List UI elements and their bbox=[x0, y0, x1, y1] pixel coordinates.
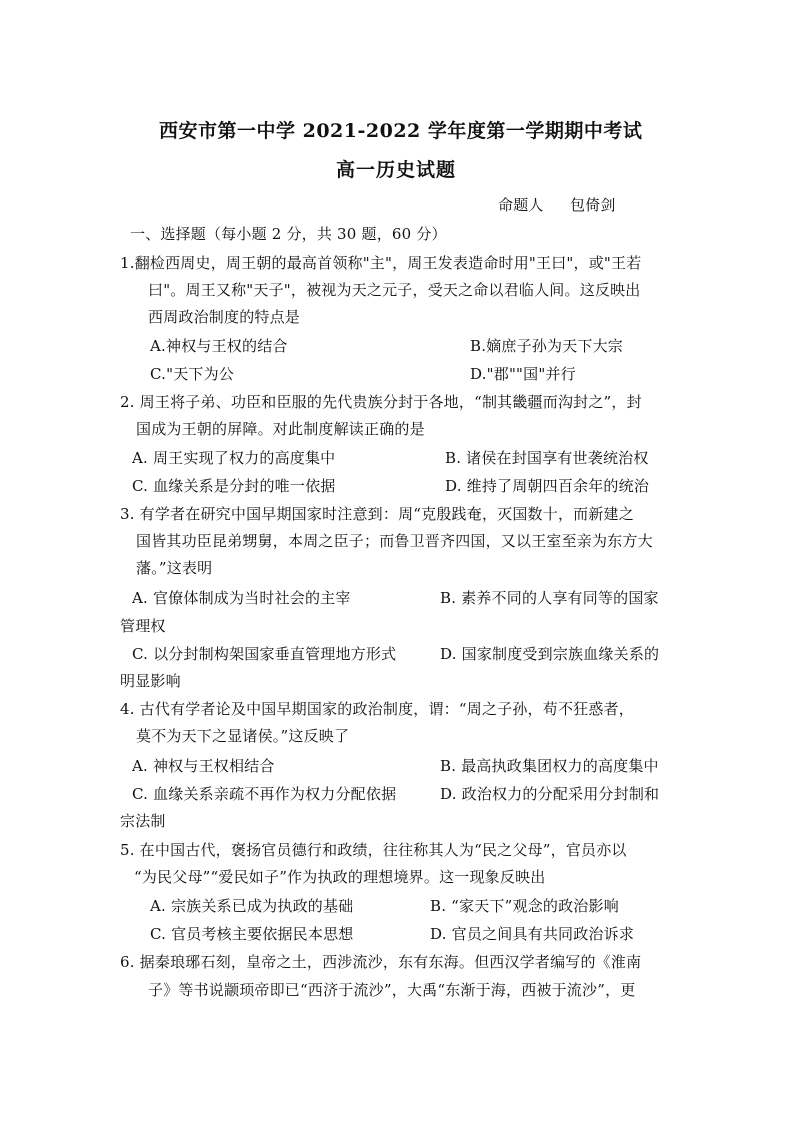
option-c: C. 血缘关系亲疏不再作为权力分配依据 bbox=[132, 785, 397, 803]
exam-title: 西安市第一中学 2021-2022 学年度第一学期期中考试 bbox=[159, 120, 643, 142]
option-b: B. 诸侯在封国享有世袭统治权 bbox=[445, 449, 649, 467]
question-stem-line: 国皆其功臣昆弟甥舅，本周之臣子；而鲁卫晋齐四国，又以王室至亲为东方大 bbox=[136, 532, 653, 550]
option-d: D. 国家制度受到宗族血缘关系的 bbox=[440, 645, 660, 663]
option-b: B. “家天下”观念的政治影响 bbox=[430, 897, 619, 915]
question-stem-line: 国成为王朝的屏障。对此制度解读正确的是 bbox=[136, 420, 425, 438]
question-stem-line: 莫不为天下之显诸侯。”这反映了 bbox=[136, 727, 350, 745]
option-a: A.神权与王权的结合 bbox=[150, 337, 288, 355]
option-c: C."天下为公 bbox=[150, 365, 235, 383]
question-stem-line: 2. 周王将子弟、功臣和臣服的先代贵族分封于各地，“制其畿疆而沟封之”，封 bbox=[120, 393, 642, 411]
option-b-continued: 管理权 bbox=[120, 617, 166, 635]
author-name: 包倚剑 bbox=[570, 196, 616, 214]
option-d: D. 政治权力的分配采用分封制和 bbox=[440, 785, 660, 803]
option-c: C. 官员考核主要依据民本思想 bbox=[150, 925, 354, 943]
exam-subtitle: 高一历史试题 bbox=[336, 159, 457, 181]
option-d: D. 维持了周朝四百余年的统治 bbox=[445, 477, 650, 495]
question-stem-line: 4. 古代有学者论及中国早期国家的政治制度，谓：“周之子孙，苟不狂惑者， bbox=[120, 700, 634, 718]
option-d-continued: 宗法制 bbox=[120, 812, 166, 830]
section-heading: 一、选择题（每小题 2 分，共 30 题，60 分） bbox=[130, 225, 447, 243]
question-stem-line: 6. 据秦琅琊石刻，皇帝之土，西涉流沙，东有东海。但西汉学者编写的《淮南 bbox=[120, 953, 642, 971]
question-stem-line: 西周政治制度的特点是 bbox=[148, 308, 301, 326]
question-stem-line: 1.翻检西周史，周王朝的最高首领称"主"，周王发表造命时用"王曰"，或"王若 bbox=[120, 254, 642, 272]
question-stem-line: 3. 有学者在研究中国早期国家时注意到：周“克殷践奄，灭国数十，而新建之 bbox=[120, 505, 634, 523]
author-label: 命题人 bbox=[498, 196, 544, 214]
option-b: B. 素养不同的人享有同等的国家 bbox=[440, 589, 659, 607]
option-b: B. 最高执政集团权力的高度集中 bbox=[440, 757, 659, 775]
question-stem-line: 藩。”这表明 bbox=[136, 559, 213, 577]
option-c: C. 血缘关系是分封的唯一依据 bbox=[132, 477, 336, 495]
option-b: B.嫡庶子孙为天下大宗 bbox=[470, 337, 623, 355]
option-c: C. 以分封制构架国家垂直管理地方形式 bbox=[132, 645, 397, 663]
option-d: D."郡""国"并行 bbox=[470, 365, 576, 383]
option-d: D. 官员之间具有共同政治诉求 bbox=[430, 925, 635, 943]
question-stem-line: 5. 在中国古代，褒扬官员德行和政绩，往往称其人为“民之父母”，官员亦以 bbox=[120, 841, 627, 859]
option-a: A. 宗族关系已成为执政的基础 bbox=[150, 897, 354, 915]
question-stem-line: “为民父母”“爱民如子”作为执政的理想境界。这一现象反映出 bbox=[134, 868, 546, 886]
question-stem-line: 曰"。周王又称"天子"，被视为天之元子，受天之命以君临人间。这反映出 bbox=[148, 281, 641, 299]
option-d-continued: 明显影响 bbox=[120, 672, 181, 690]
question-stem-line: 子》等书说颛顼帝即已“西济于流沙”，大禹“东渐于海，西被于流沙”，更 bbox=[148, 981, 636, 999]
option-a: A. 神权与王权相结合 bbox=[132, 757, 275, 775]
option-a: A. 周王实现了权力的高度集中 bbox=[132, 449, 336, 467]
option-a: A. 官僚体制成为当时社会的主宰 bbox=[132, 589, 351, 607]
